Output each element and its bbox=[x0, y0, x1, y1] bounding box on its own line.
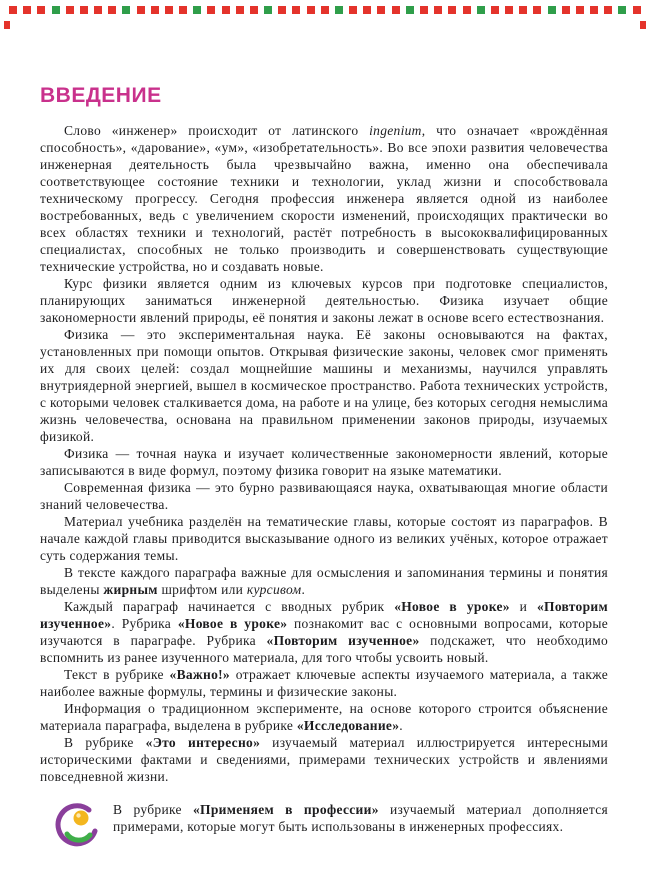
paragraph: Каждый параграф начинается с вводных рубрик «Новое в уроке» и «Повторим изученное». Рубрика «Новое в уроке» познакомит вас с основными вопросами, которые изучаются в параграфе. Рубрика «Повторим изученное» подскажет, что необходимо вспомнить из ранее изученного материала, для того чтобы усвоить новый. bbox=[40, 599, 609, 665]
decorative-square bbox=[505, 6, 513, 14]
paragraph: В тексте каждого параграфа важные для осмысления и запоминания термины и понятия выделены жирным шрифтом или курсивом. bbox=[40, 565, 608, 597]
decorative-square bbox=[9, 6, 17, 14]
decorative-square bbox=[477, 6, 485, 14]
decorative-square bbox=[94, 6, 102, 14]
decorative-square bbox=[250, 6, 258, 14]
decorative-square bbox=[448, 6, 456, 14]
decorative-square bbox=[292, 6, 300, 14]
paragraph: Физика — это экспериментальная наука. Её законы основываются на фактах, установленных при помощи опытов. Открывая физические законы, человек смог применять их для своих целей: создал мощнейшие машины и механизмы, научился управлять внутриядерной энергией, вышел в космическое пространство. Работа технических устройств, с которыми человек сталкивается дома, на работе и на улице, без которых сегодня немыслима жизнь человечества, основана на правильном применении законов природы, изучаемых физикой. bbox=[40, 327, 608, 444]
decorative-square bbox=[363, 6, 371, 14]
decorative-square bbox=[562, 6, 570, 14]
decorative-square bbox=[321, 6, 329, 14]
decorative-square bbox=[548, 6, 556, 14]
decorative-square bbox=[618, 6, 626, 14]
decorative-square-left-edge bbox=[4, 21, 10, 29]
decorative-square bbox=[207, 6, 215, 14]
decorative-square bbox=[491, 6, 499, 14]
paragraph: Материал учебника разделён на тематические главы, которые состоят из параграфов. В начале каждой главы приводится высказывание одного из великих учёных, которое отражает суть содержания темы. bbox=[40, 514, 608, 563]
decorative-square bbox=[392, 6, 400, 14]
decorative-square bbox=[590, 6, 598, 14]
decorative-square bbox=[264, 6, 272, 14]
decorative-square bbox=[434, 6, 442, 14]
decorative-square bbox=[420, 6, 428, 14]
decorative-square bbox=[66, 6, 74, 14]
profession-rubric-block bbox=[54, 801, 608, 849]
page-title: ВВЕДЕНИЕ bbox=[40, 84, 162, 107]
decorative-square bbox=[179, 6, 187, 14]
decorative-square-strip bbox=[9, 6, 641, 14]
decorative-square bbox=[377, 6, 385, 14]
decorative-square bbox=[604, 6, 612, 14]
decorative-square-right-edge bbox=[640, 21, 646, 29]
decorative-square bbox=[633, 6, 641, 14]
decorative-square bbox=[151, 6, 159, 14]
decorative-square bbox=[193, 6, 201, 14]
paragraph: Слово «инженер» происходит от латинского ingenium, что означает «врождённая способность», «дарование», «ум», «изобретательность». Во все эпохи развития человечества инженерная деятельность была чрезвычайно важна, именно она обеспечивала соответствующее состояние техники и технологии, уклад жизни и способствовала техническому прогрессу. Сегодня профессия инженера является одной из наиболее востребованных, ведь с увеличением скорости изменений, происходящих практически во всех областях техники и технологий, растёт потребность в высококвалифицированных специалистах, способных не только производить и совершенствовать существующие технические устройства, но и создавать новые. bbox=[40, 123, 608, 274]
introduction-body-text bbox=[40, 122, 608, 785]
paragraph: Курс физики является одним из ключевых курсов при подготовке специалистов, планирующих заниматься инженерной деятельностью. Физика изучает общие закономерности явлений природы, её понятия и законы лежат в основе всего естествознания. bbox=[40, 276, 608, 325]
decorative-square bbox=[222, 6, 230, 14]
profession-rubric-text: В рубрике «Применяем в профессии» изучаемый материал дополняется примерами, которые могут быть использованы в инженерных профессиях. bbox=[113, 802, 608, 834]
decorative-square bbox=[463, 6, 471, 14]
decorative-square bbox=[108, 6, 116, 14]
paragraph: Текст в рубрике «Важно!» отражает ключевые аспекты изучаемого материала, а также наиболее важные формулы, термины и физические законы. bbox=[40, 667, 608, 699]
decorative-square bbox=[533, 6, 541, 14]
decorative-square bbox=[80, 6, 88, 14]
paragraph: В рубрике «Это интересно» изучаемый материал иллюстрируется интересными историческими фактами и сведениями, примерами технических устройств и явлениями повседневной жизни. bbox=[40, 735, 608, 784]
decorative-square bbox=[23, 6, 31, 14]
decorative-square bbox=[307, 6, 315, 14]
decorative-square bbox=[37, 6, 45, 14]
decorative-square bbox=[349, 6, 357, 14]
decorative-square bbox=[122, 6, 130, 14]
decorative-square bbox=[278, 6, 286, 14]
decorative-square bbox=[52, 6, 60, 14]
decorative-square bbox=[165, 6, 173, 14]
decorative-square bbox=[519, 6, 527, 14]
decorative-square bbox=[576, 6, 584, 14]
decorative-square bbox=[236, 6, 244, 14]
applying-in-profession-icon bbox=[54, 803, 100, 849]
paragraph: Современная физика — это бурно развивающаяся наука, охватывающая многие области знаний человечества. bbox=[40, 480, 608, 512]
paragraph: Физика — точная наука и изучает количественные закономерности явлений, которые записываются в виде формул, поэтому физика говорит на языке математики. bbox=[40, 446, 608, 478]
paragraph: Информация о традиционном эксперименте, на основе которого строится объяснение материала параграфа, выделена в рубрике «Исследование». bbox=[40, 701, 608, 733]
decorative-square bbox=[137, 6, 145, 14]
decorative-square bbox=[406, 6, 414, 14]
decorative-square bbox=[335, 6, 343, 14]
